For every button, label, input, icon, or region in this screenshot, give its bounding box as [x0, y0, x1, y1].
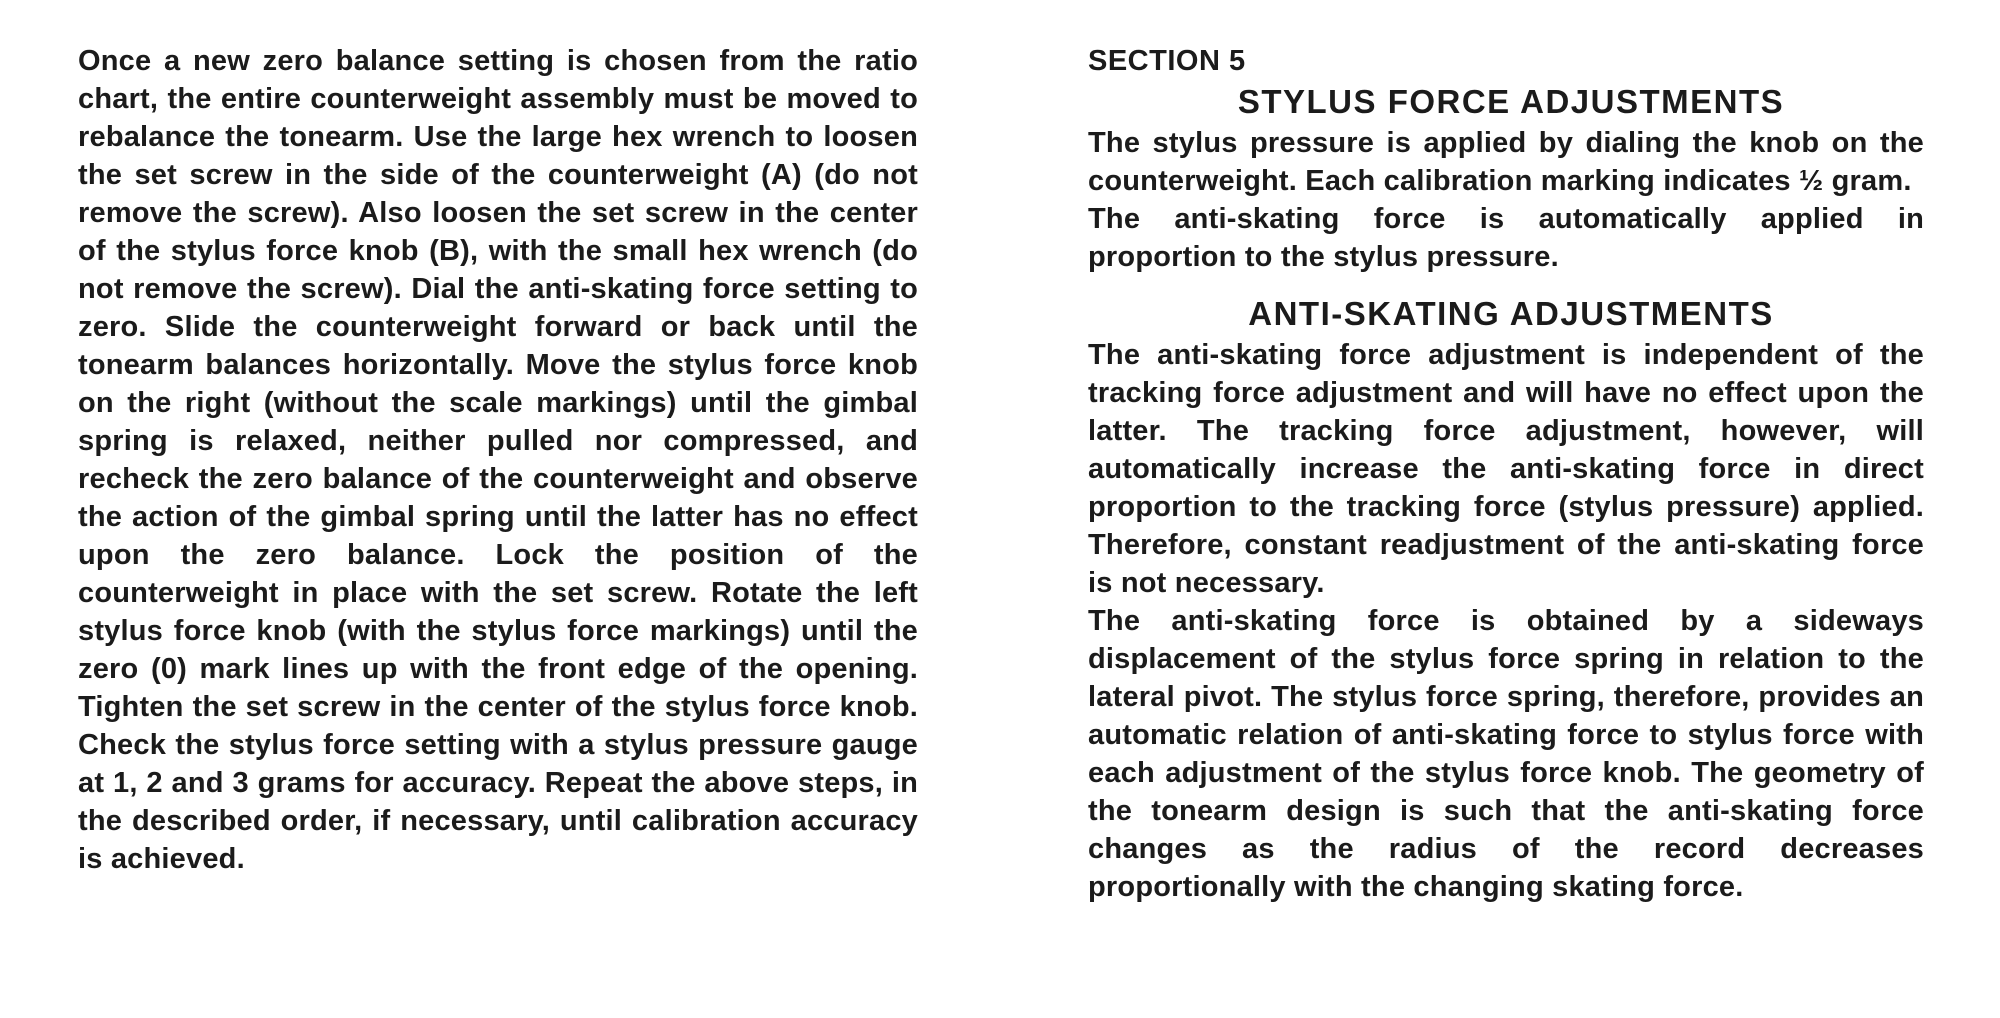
stylus-paragraph-1: The stylus pressure is applied by dialing the knob on the counterweight. Each calibration marking indicates ½ gram. [1088, 127, 1924, 197]
anti-skating-paragraph-2: The anti-skating force is obtained by a sideways displacement of the stylus force spring in relation to the lateral pivot. The stylus force spring, therefore, provides an automatic relation of anti-skating force to stylus force with each adjustment of the stylus force knob. The geometry of the tonearm design is such that the anti-skating force changes as the radius of the record decreases proportionally with the changing skating force. [1088, 605, 1924, 903]
anti-skating-heading: ANTI-SKATING ADJUSTMENTS [1248, 295, 1774, 332]
section-label: SECTION 5 [1088, 45, 1246, 77]
left-column [78, 42, 918, 878]
rebalance-paragraph: Once a new zero balance setting is chosen from the ratio chart, the entire counterweight assembly must be moved to rebalance the tonearm. Use the large hex wrench to loosen the set screw in the side of the counterweight (A) (do not remove the screw). Also loosen the set screw in the center of the stylus force knob (B), with the small hex wrench (do not remove the screw). Dial the anti-skating force setting to zero. Slide the counterweight forward or back until the tonearm balances horizontally. Move the stylus force knob on the right (without the scale markings) until the gimbal spring is relaxed, neither pulled nor compressed, and recheck the zero balance of the counterweight and observe the action of the gimbal spring until the latter has no effect upon the zero balance. Lock the position of the counterweight in place with the set screw. Rotate the left stylus force knob (with the stylus force markings) until the zero (0) mark lines up with the front edge of the opening. Tighten the set screw in the center of the stylus force knob. Check the stylus force setting with a stylus pressure gauge at 1, 2 and 3 grams for accuracy. Repeat the above steps, in the described order, if necessary, until calibration accuracy is achieved. [78, 45, 918, 875]
stylus-paragraph-2: The anti-skating force is automatically applied in proportion to the stylus pressure. [1088, 203, 1924, 273]
anti-skating-paragraph-1: The anti-skating force adjustment is independent of the tracking force adjustment and will have no effect upon the latter. The tracking force adjustment, however, will automatically increase the anti-skating force in direct proportion to the tracking force (stylus pressure) applied. Therefore, constant readjustment of the anti-skating force is not necessary. [1088, 339, 1924, 599]
stylus-force-heading: STYLUS FORCE ADJUSTMENTS [1237, 83, 1785, 120]
right-column [1088, 42, 1924, 906]
